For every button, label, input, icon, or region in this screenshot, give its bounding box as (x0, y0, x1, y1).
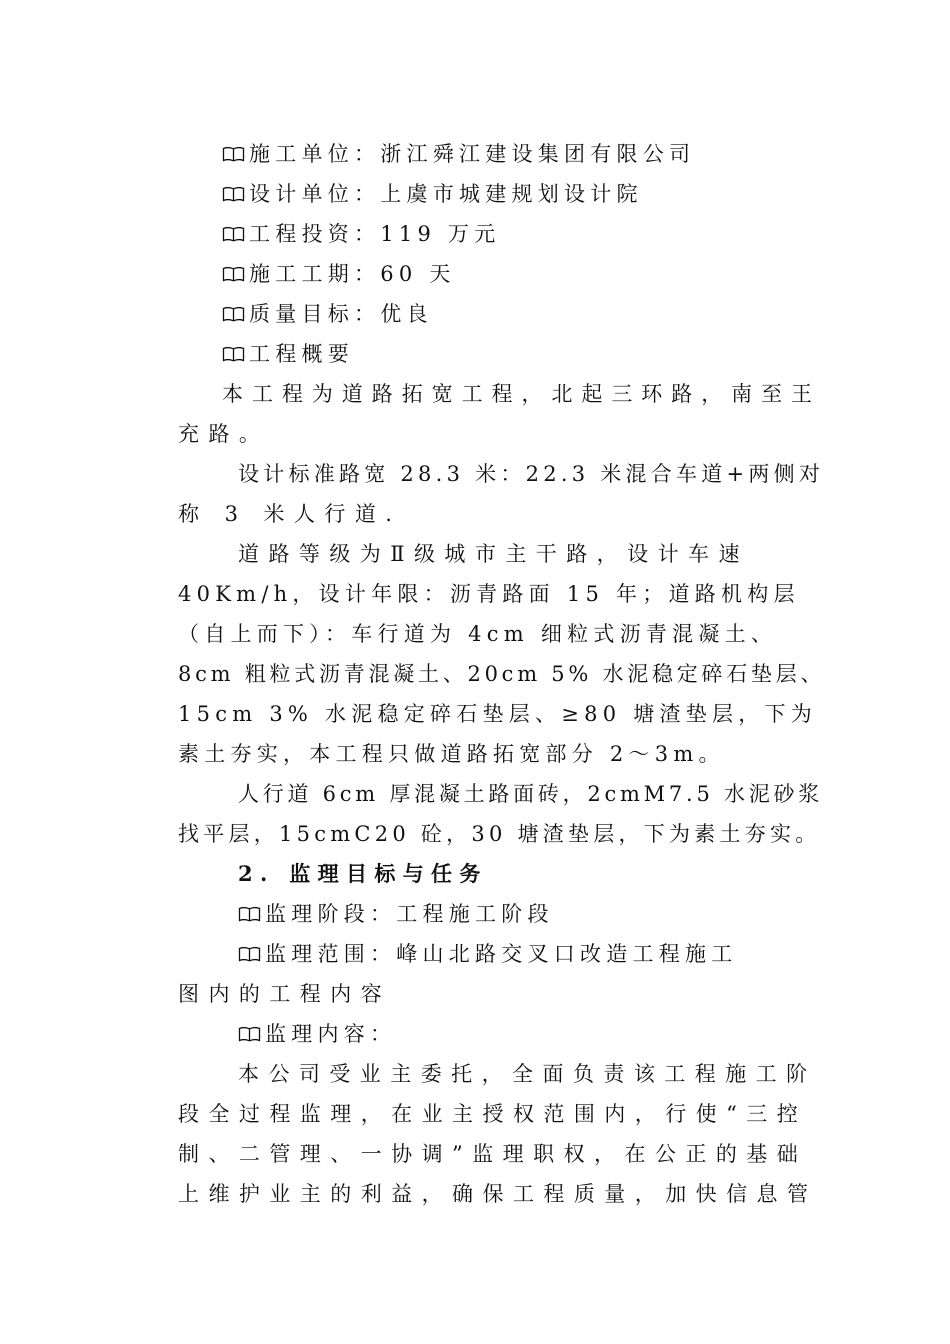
open-book-icon (222, 306, 245, 322)
info-item-duration: 施工工期：60 天 (222, 260, 456, 288)
section-heading: 2. 监理目标与任务 (238, 861, 488, 886)
overview-p2-line1: 设计标准路宽 28.3 米：22.3 米混合车道+两侧对 (238, 462, 825, 486)
section2-body-line1: 本公司受业主委托，全面负责该工程施工阶 (238, 1062, 817, 1086)
overview-p3-line3: （自上而下）：车行道为 4cm 细粒式沥青混凝土、 (178, 622, 778, 646)
info-item-overview: 工程概要 (222, 340, 354, 368)
overview-p3-line4: 8cm 粗粒式沥青混凝土、20cm 5% 水泥稳定碎石垫层、 (178, 662, 826, 686)
overview-p3-line2: 40Km/h，设计年限：沥青路面 15 年；道路机构层 (178, 582, 800, 606)
overview-p1-line1: 本工程为道路拓宽工程，北起三环路，南至王 (222, 382, 821, 406)
overview-p3-line6: 素土夯实，本工程只做道路拓宽部分 2～3m。 (178, 742, 725, 766)
open-book-icon (238, 906, 261, 922)
open-book-icon (238, 1026, 261, 1042)
open-book-icon (222, 146, 245, 162)
open-book-icon (222, 346, 245, 362)
open-book-icon (222, 186, 245, 202)
supervision-scope-line2: 图内的工程内容 (178, 982, 392, 1006)
supervision-content: 监理内容： (238, 1020, 396, 1048)
supervision-stage: 监理阶段：工程施工阶段 (238, 900, 554, 928)
overview-p1-line2: 充路。 (178, 422, 270, 446)
overview-p4-line1: 人行道 6cm 厚混凝土路面砖，2cmM7.5 水泥砂浆 (238, 782, 823, 806)
overview-p3-line1: 道路等级为Ⅱ级城市主干路，设计车速 (238, 542, 749, 566)
overview-p2-line2: 称 3 米人行道. (178, 502, 402, 526)
open-book-icon (238, 946, 261, 962)
info-item-design-unit: 设计单位：上虞市城建规划设计院 (222, 180, 643, 208)
open-book-icon (222, 266, 245, 282)
info-item-investment: 工程投资：119 万元 (222, 220, 501, 248)
overview-p4-line2: 找平层，15cmC20 砼，30 塘渣垫层，下为素土夯实。 (178, 822, 821, 846)
open-book-icon (222, 226, 245, 242)
section2-body-line2: 段全过程监理，在业主授权范围内，行使“三控 (178, 1102, 808, 1126)
info-item-quality-target: 质量目标：优良 (222, 300, 433, 328)
supervision-scope-line1: 监理范围：峰山北路交叉口改造工程施工 (238, 940, 738, 968)
info-item-construction-unit: 施工单位：浙江舜江建设集团有限公司 (222, 140, 695, 168)
overview-p3-line5: 15cm 3% 水泥稳定碎石垫层、≥80 塘渣垫层，下为 (178, 702, 818, 726)
section2-body-line4: 上维护业主的利益，确保工程质量，加快信息管 (178, 1182, 818, 1206)
section2-body-line3: 制、二管理、一协调”监理职权，在公正的基础 (178, 1142, 808, 1166)
